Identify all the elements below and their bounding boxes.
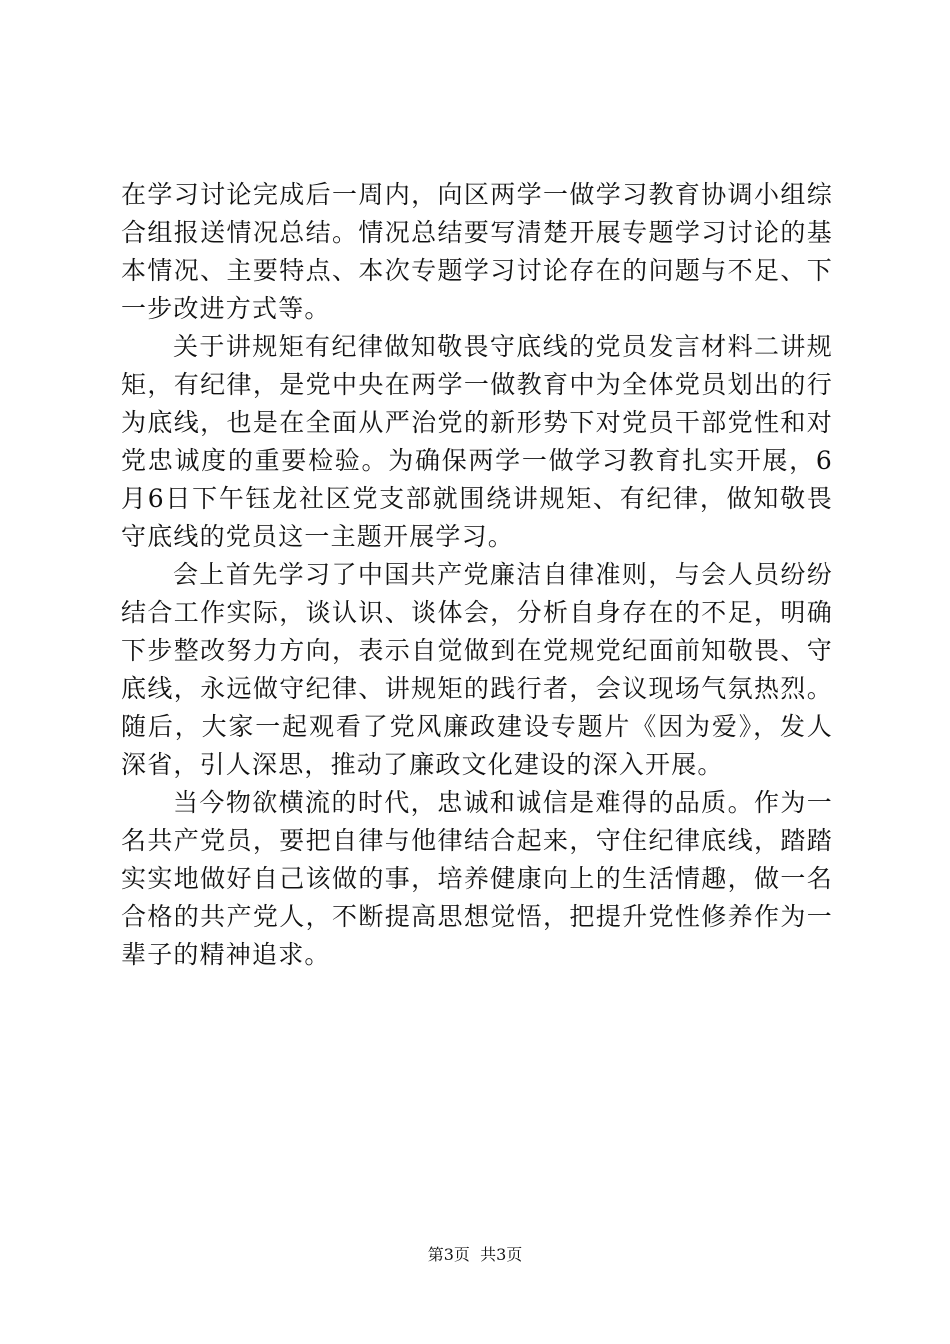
paragraph-3: 会上首先学习了中国共产党廉洁自律准则，与会人员纷纷结合工作实际，谈认识、谈体会，分析自身存在的不足，明确下步整改努力方向，表示自觉做到在党规党纪面前知敬畏、守底线，永远做守纪律、讲规矩的践行者，会议现场气氛热烈。随后，大家一起观看了党风廉政建设专题片《因为爱》，发人深省，引人深思，推动了廉政文化建设的深入开展。 — [121, 560, 833, 779]
page-footer — [0, 1245, 950, 1265]
paragraph-4: 当今物欲横流的时代，忠诚和诚信是难得的品质。作为一名共产党员，要把自律与他律结合起来，守住纪律底线，踏踏实实地做好自己该做的事，培养健康向上的生活情趣，做一名合格的共产党人，不断提高思想觉悟，把提升党性修养作为一辈子的精神追求。 — [121, 788, 833, 969]
document-body — [121, 176, 833, 974]
page-number-label: 第3页 共3页 — [427, 1245, 523, 1264]
paragraph-1: 在学习讨论完成后一周内，向区两学一做学习教育协调小组综合组报送情况总结。情况总结要写清楚开展专题学习讨论的基本情况、主要特点、本次专题学习讨论存在的问题与不足、下一步改进方式等。 — [121, 180, 833, 323]
paragraph-2: 关于讲规矩有纪律做知敬畏守底线的党员发言材料二讲规矩，有纪律，是党中央在两学一做教育中为全体党员划出的行为底线，也是在全面从严治党的新形势下对党员干部党性和对党忠诚度的重要检验。为确保两学一做学习教育扎实开展，6月6日下午钰龙社区党支部就围绕讲规矩、有纪律，做知敬畏守底线的党员这一主题开展学习。 — [121, 332, 833, 551]
